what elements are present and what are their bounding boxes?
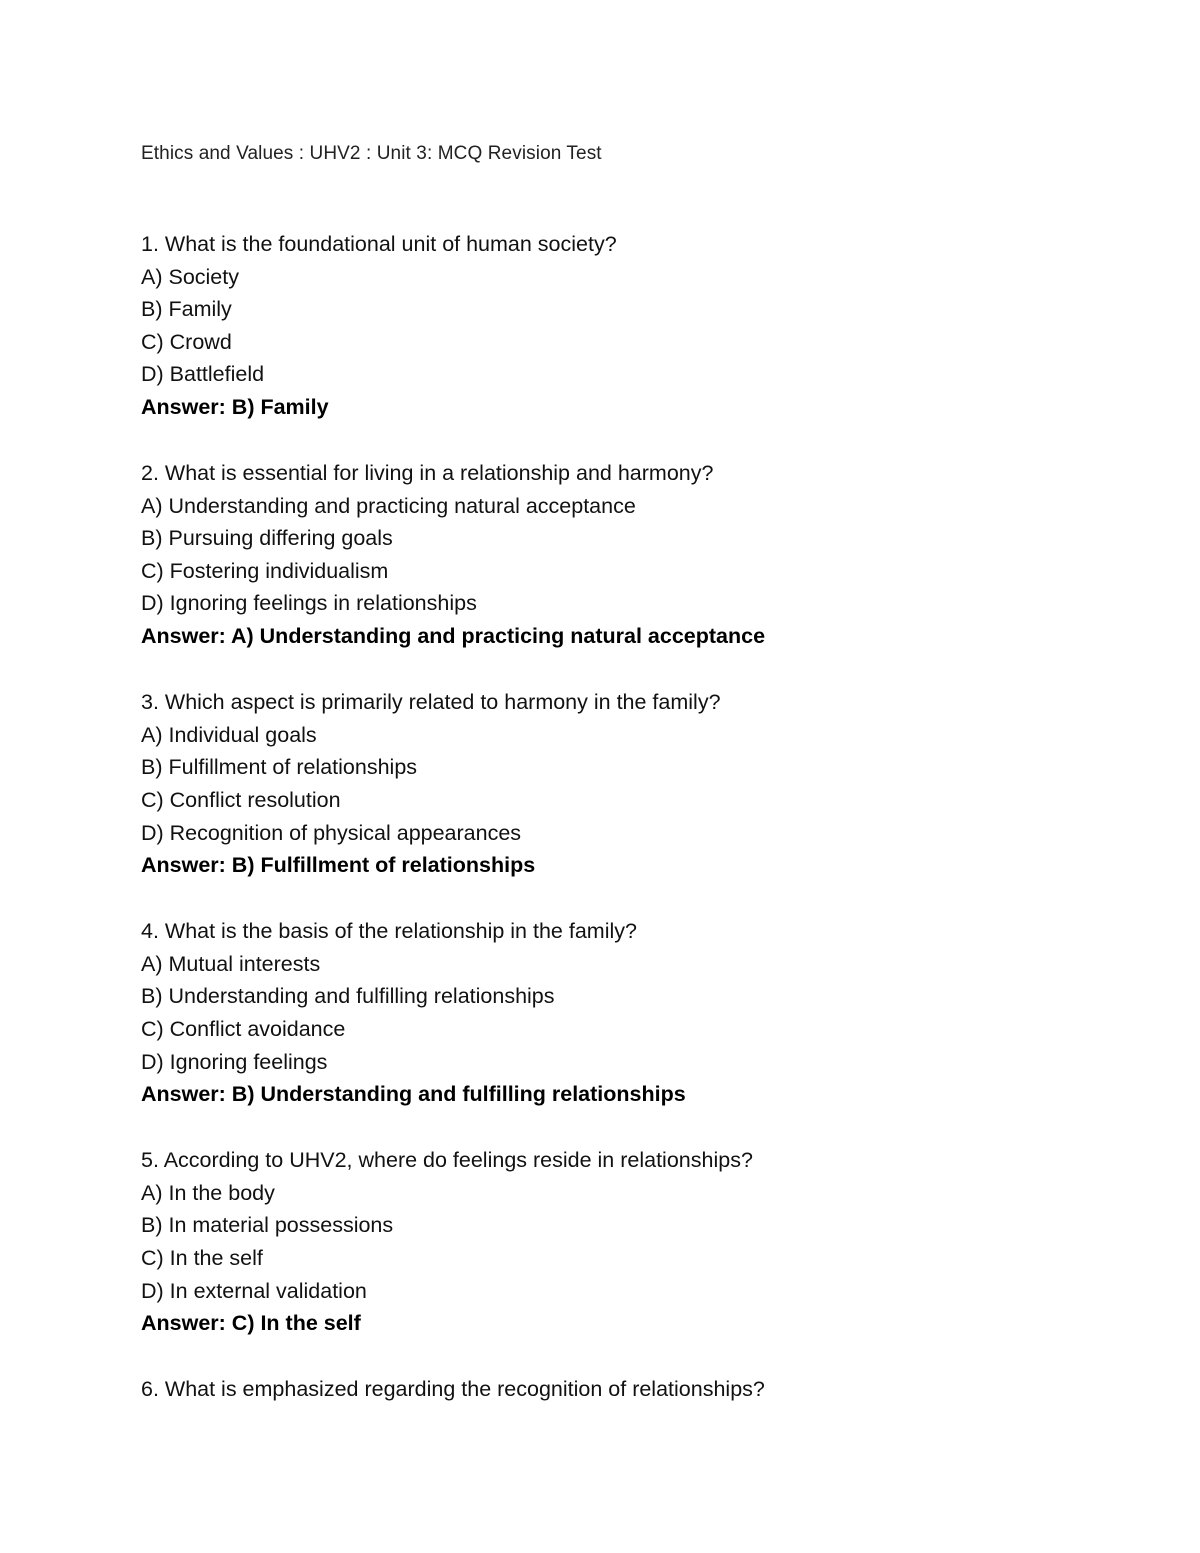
option-b: B) Family	[141, 297, 232, 322]
option-a: A) Understanding and practicing natural acceptance	[141, 493, 636, 518]
question-block	[141, 1144, 1141, 1340]
question-text: 6. What is emphasized regarding the recognition of relationships?	[141, 1377, 765, 1402]
answer-text: Answer: B) Family	[141, 394, 329, 419]
option-b: B) In material possessions	[141, 1213, 394, 1238]
question-block	[141, 1373, 1141, 1406]
option-c: C) Crowd	[141, 329, 232, 354]
option-a: A) Individual goals	[141, 722, 317, 747]
option-c: C) In the self	[141, 1246, 263, 1271]
answer-text: Answer: A) Understanding and practicing natural acceptance	[141, 624, 766, 649]
question-text: 4. What is the basis of the relationship in the family?	[141, 919, 637, 944]
option-c: C) Fostering individualism	[141, 558, 389, 583]
question-block	[141, 228, 1141, 424]
option-b: B) Fulfillment of relationships	[141, 755, 418, 780]
option-d: D) Ignoring feelings in relationships	[141, 591, 477, 616]
option-d: D) In external validation	[141, 1278, 367, 1303]
answer-text: Answer: B) Fulfillment of relationships	[141, 853, 536, 878]
option-b: B) Pursuing differing goals	[141, 526, 393, 551]
option-d: D) Ignoring feelings	[141, 1049, 328, 1074]
option-a: A) In the body	[141, 1180, 275, 1205]
answer-text: Answer: C) In the self	[141, 1311, 361, 1336]
option-c: C) Conflict resolution	[141, 787, 341, 812]
question-text: 3. Which aspect is primarily related to harmony in the family?	[141, 690, 721, 715]
question-list	[141, 228, 1141, 1439]
option-a: A) Society	[141, 264, 239, 289]
question-text: 2. What is essential for living in a relationship and harmony?	[141, 461, 714, 486]
document-title: Ethics and Values : UHV2 : Unit 3: MCQ Revision Test	[141, 143, 602, 164]
question-text: 1. What is the foundational unit of human society?	[141, 232, 617, 256]
answer-text: Answer: B) Understanding and fulfilling relationships	[141, 1082, 686, 1107]
question-block	[141, 686, 1141, 882]
option-c: C) Conflict avoidance	[141, 1016, 346, 1041]
option-d: D) Battlefield	[141, 362, 265, 387]
option-a: A) Mutual interests	[141, 951, 321, 976]
option-b: B) Understanding and fulfilling relationships	[141, 984, 555, 1009]
question-block	[141, 915, 1141, 1111]
question-block	[141, 457, 1141, 653]
question-text: 5. According to UHV2, where do feelings reside in relationships?	[141, 1148, 753, 1173]
option-d: D) Recognition of physical appearances	[141, 820, 522, 845]
